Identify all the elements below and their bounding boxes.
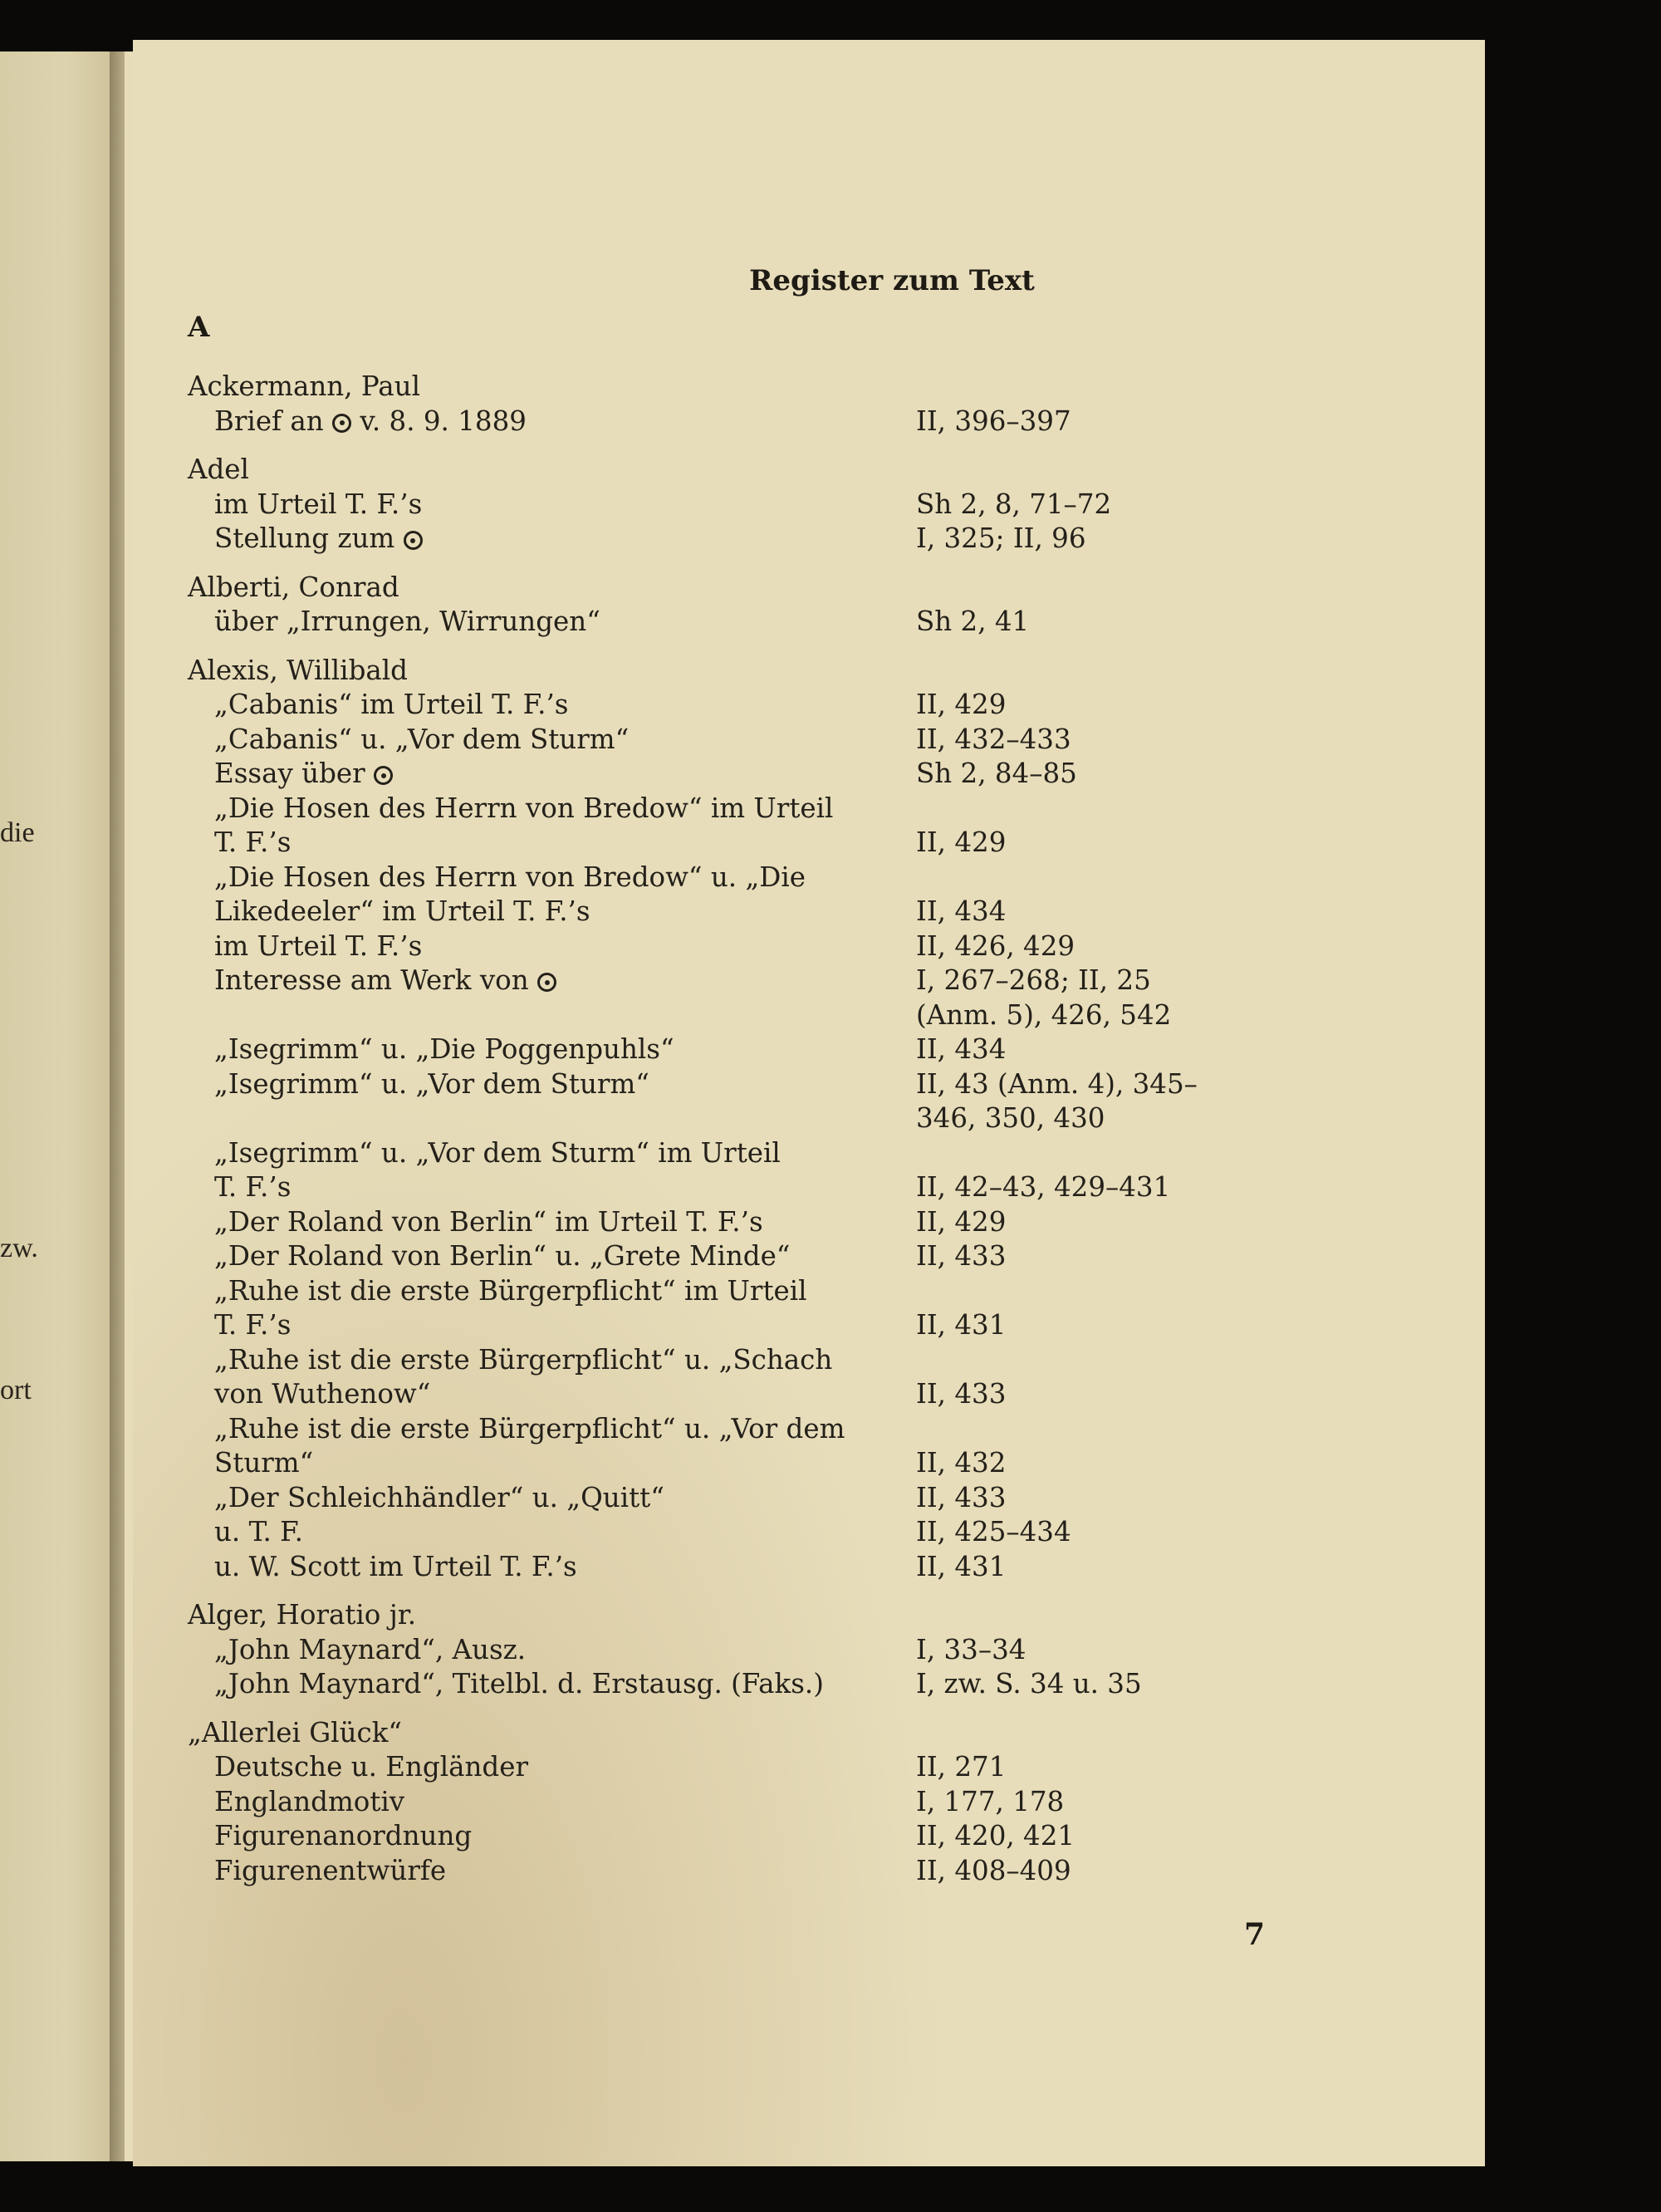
index-subentry [188, 1205, 1267, 1240]
heading-text: „Allerlei Glück“ [188, 1716, 403, 1749]
index-subentry [188, 405, 1267, 439]
index-heading [188, 370, 1267, 405]
fontane-symbol-icon [404, 531, 423, 550]
entry-text [188, 861, 906, 895]
page-reference: Sh 2, 84–85 [916, 758, 1077, 789]
subentry-text: „Die Hosen des Herrn von Bredow“ im Urteil [214, 792, 834, 824]
index-heading [188, 1716, 1267, 1751]
page-reference: II, 271 [916, 1751, 1007, 1783]
subentry-text: „Der Roland von Berlin“ im Urteil T. F.’s [214, 1205, 763, 1238]
index-entries [188, 370, 1267, 1888]
page-reference: 346, 350, 430 [916, 1102, 1105, 1134]
index-page [133, 40, 1485, 2166]
subentry-text: „John Maynard“, Titelbl. d. Erstausg. (Faks.) [214, 1668, 824, 1699]
page-reference: II, 426, 429 [916, 929, 1075, 962]
index-subentry [188, 964, 1267, 998]
subentry-text: „Isegrimm“ u. „Die Poggenpuhls“ [214, 1033, 674, 1065]
index-subentry [188, 605, 1267, 640]
subentry-text: Stellung zum [214, 522, 404, 554]
page-reference: I, 33–34 [916, 1633, 1026, 1665]
page-reference: II, 396–397 [916, 405, 1071, 437]
subentry-text: „John Maynard“, Ausz. [214, 1633, 527, 1665]
page-reference: II, 429 [916, 1205, 1007, 1238]
page-reference: II, 431 [916, 1550, 1007, 1582]
index-subentry [188, 723, 1267, 758]
page-reference: Sh 2, 41 [916, 606, 1030, 637]
index-subentry [188, 1274, 1267, 1309]
entry-text [188, 1854, 906, 1889]
subentry-text: im Urteil T. F.’s [214, 488, 423, 520]
entry-text [188, 1515, 906, 1550]
subentry-text: Sturm“ [214, 1447, 314, 1479]
subentry-text: „Der Schleichhändler“ u. „Quitt“ [214, 1481, 664, 1513]
index-subentry [188, 1550, 1267, 1585]
page-reference: II, 433 [916, 1481, 1007, 1513]
heading-text: Alberti, Conrad [188, 571, 399, 603]
index-subentry [188, 1377, 1267, 1412]
index-subentry [188, 1136, 1267, 1171]
page-reference: (Anm. 5), 426, 542 [916, 998, 1172, 1031]
subentry-text: Deutsche u. Engländer [214, 1751, 528, 1783]
subentry-text: Essay über [214, 758, 374, 789]
subentry-text: über „Irrungen, Wirrungen“ [214, 606, 600, 637]
background-edge [1485, 40, 1661, 2212]
page-reference: II, 433 [916, 1240, 1007, 1272]
index-subentry [188, 1515, 1267, 1550]
page-reference: II, 408–409 [916, 1854, 1071, 1886]
index-subentry [188, 1101, 1267, 1136]
subentry-text: „Isegrimm“ u. „Vor dem Sturm“ im Urteil [214, 1136, 781, 1169]
entry-text [188, 1481, 906, 1516]
subentry-text: „Die Hosen des Herrn von Bredow“ u. „Die [214, 861, 806, 893]
entry-text [188, 792, 906, 826]
entry-text [188, 895, 906, 929]
subentry-text: T. F.’s [214, 1171, 292, 1203]
index-subentry [188, 1481, 1267, 1516]
heading-text: Alger, Horatio jr. [188, 1599, 417, 1631]
entry-text [188, 826, 906, 861]
entry-text [188, 964, 906, 998]
entry-text [188, 723, 906, 758]
subentry-text: „Ruhe ist die erste Bürgerpflicht“ u. „Vor dem [214, 1412, 845, 1444]
entry-text [188, 605, 906, 640]
fontane-symbol-icon [537, 973, 556, 992]
entry-text [188, 1633, 906, 1668]
index-heading [188, 1598, 1267, 1633]
facing-page-fragment: die [0, 817, 35, 848]
entry-text [188, 1412, 906, 1447]
heading-text: Ackermann, Paul [188, 370, 420, 402]
subentry-text: von Wuthenow“ [214, 1378, 431, 1410]
index-heading [188, 654, 1267, 689]
index-subentry [188, 998, 1267, 1033]
subentry-text: Interesse am Werk von [214, 964, 538, 996]
entry-text [188, 1170, 906, 1205]
page-reference: II, 429 [916, 826, 1007, 858]
entry-text [188, 1308, 906, 1343]
facing-page [0, 51, 110, 2161]
subentry-text: T. F.’s [214, 1309, 292, 1341]
subentry-text: „Cabanis“ u. „Vor dem Sturm“ [214, 723, 630, 755]
entry-text [188, 1067, 906, 1102]
index-subentry [188, 1667, 1267, 1702]
page-number: 7 [1244, 1917, 1266, 1952]
subentry-text: „Isegrimm“ u. „Vor dem Sturm“ [214, 1067, 649, 1100]
entry-text [188, 757, 906, 792]
page-reference: Sh 2, 8, 71–72 [916, 488, 1112, 520]
subentry-text: „Ruhe ist die erste Bürgerpflicht“ u. „Schach [214, 1343, 833, 1376]
entry-text [188, 688, 906, 723]
index-subentry [188, 757, 1267, 792]
index-subentry [188, 861, 1267, 895]
entry-text [188, 571, 906, 606]
facing-page-fragment: ort [0, 1375, 32, 1405]
subentry-text: im Urteil T. F.’s [214, 929, 423, 962]
subentry-text: „Der Roland von Berlin“ u. „Grete Minde“ [214, 1240, 791, 1272]
subentry-text: v. 8. 9. 1889 [351, 405, 527, 437]
heading-text: Adel [188, 454, 249, 485]
index-subentry [188, 1343, 1267, 1378]
entry-text [188, 929, 906, 964]
entry-text [188, 1785, 906, 1820]
entry-text [188, 1716, 906, 1751]
entry-text [188, 453, 906, 488]
page-reference: II, 420, 421 [916, 1820, 1075, 1852]
index-subentry [188, 826, 1267, 861]
subentry-text: Brief an [214, 405, 333, 437]
subentry-text: „Ruhe ist die erste Bürgerpflicht“ im Urteil [214, 1274, 807, 1307]
entry-text [188, 1550, 906, 1585]
index-subentry [188, 929, 1267, 964]
index-subentry [188, 1412, 1267, 1447]
index-subentry [188, 1633, 1267, 1668]
index-subentry [188, 1170, 1267, 1205]
entry-text [188, 522, 906, 557]
index-subentry [188, 1819, 1267, 1854]
subentry-text: „Cabanis“ im Urteil T. F.’s [214, 689, 569, 720]
subentry-text: u. W. Scott im Urteil T. F.’s [214, 1550, 577, 1582]
page-reference: II, 432–433 [916, 723, 1071, 755]
entry-text [188, 1239, 906, 1274]
heading-text: Alexis, Willibald [188, 654, 408, 686]
page-reference: II, 434 [916, 1033, 1007, 1065]
entry-text [188, 1377, 906, 1412]
subentry-text: Figurenentwürfe [214, 1854, 447, 1886]
entry-text [188, 1274, 906, 1309]
page-reference: II, 429 [916, 689, 1007, 720]
index-heading [188, 453, 1267, 488]
entry-text [188, 1136, 906, 1171]
subentry-text: Figurenanordnung [214, 1820, 473, 1852]
entry-text [188, 1205, 906, 1240]
subentry-text: Englandmotiv [214, 1785, 405, 1817]
page-reference: II, 434 [916, 895, 1007, 927]
entry-text [188, 654, 906, 689]
page-reference: II, 433 [916, 1378, 1007, 1410]
index-heading [188, 571, 1267, 606]
entry-text [188, 1032, 906, 1067]
subentry-text: T. F.’s [214, 826, 292, 858]
page-reference: II, 431 [916, 1309, 1007, 1341]
index-subentry [188, 522, 1267, 557]
page-reference: I, 177, 178 [916, 1785, 1065, 1817]
index-subentry [188, 1308, 1267, 1343]
subentry-text: Likedeeler“ im Urteil T. F.’s [214, 895, 590, 927]
index-subentry [188, 688, 1267, 723]
entry-text [188, 1819, 906, 1854]
entry-text [188, 1750, 906, 1785]
index-subentry [188, 1239, 1267, 1274]
entry-text [188, 1598, 906, 1633]
page-reference: I, zw. S. 34 u. 35 [916, 1668, 1142, 1699]
index-subentry [188, 1032, 1267, 1067]
page-title: Register zum Text [749, 264, 1035, 297]
entry-text [188, 370, 906, 405]
index-subentry [188, 1750, 1267, 1785]
facing-page-fragment: zw. [0, 1233, 38, 1263]
page-reference: I, 325; II, 96 [916, 522, 1086, 554]
page-reference: I, 267–268; II, 25 [916, 964, 1151, 996]
page-reference: II, 43 (Anm. 4), 345– [916, 1067, 1198, 1100]
index-subentry [188, 1446, 1267, 1481]
page-reference: II, 432 [916, 1447, 1007, 1479]
index-subentry [188, 488, 1267, 522]
entry-text [188, 1343, 906, 1378]
index-subentry [188, 895, 1267, 929]
index-subentry [188, 1067, 1267, 1102]
fontane-symbol-icon [374, 766, 393, 785]
page-reference: II, 425–434 [916, 1516, 1071, 1547]
fontane-symbol-icon [332, 414, 351, 433]
section-letter: A [188, 311, 210, 344]
index-subentry [188, 1785, 1267, 1820]
entry-text [188, 1446, 906, 1481]
entry-text [188, 488, 906, 522]
entry-text [188, 1667, 906, 1702]
subentry-text: u. T. F. [214, 1516, 303, 1547]
page-reference: II, 42–43, 429–431 [916, 1171, 1171, 1203]
index-subentry [188, 792, 1267, 826]
index-subentry [188, 1854, 1267, 1889]
entry-text [188, 405, 906, 439]
